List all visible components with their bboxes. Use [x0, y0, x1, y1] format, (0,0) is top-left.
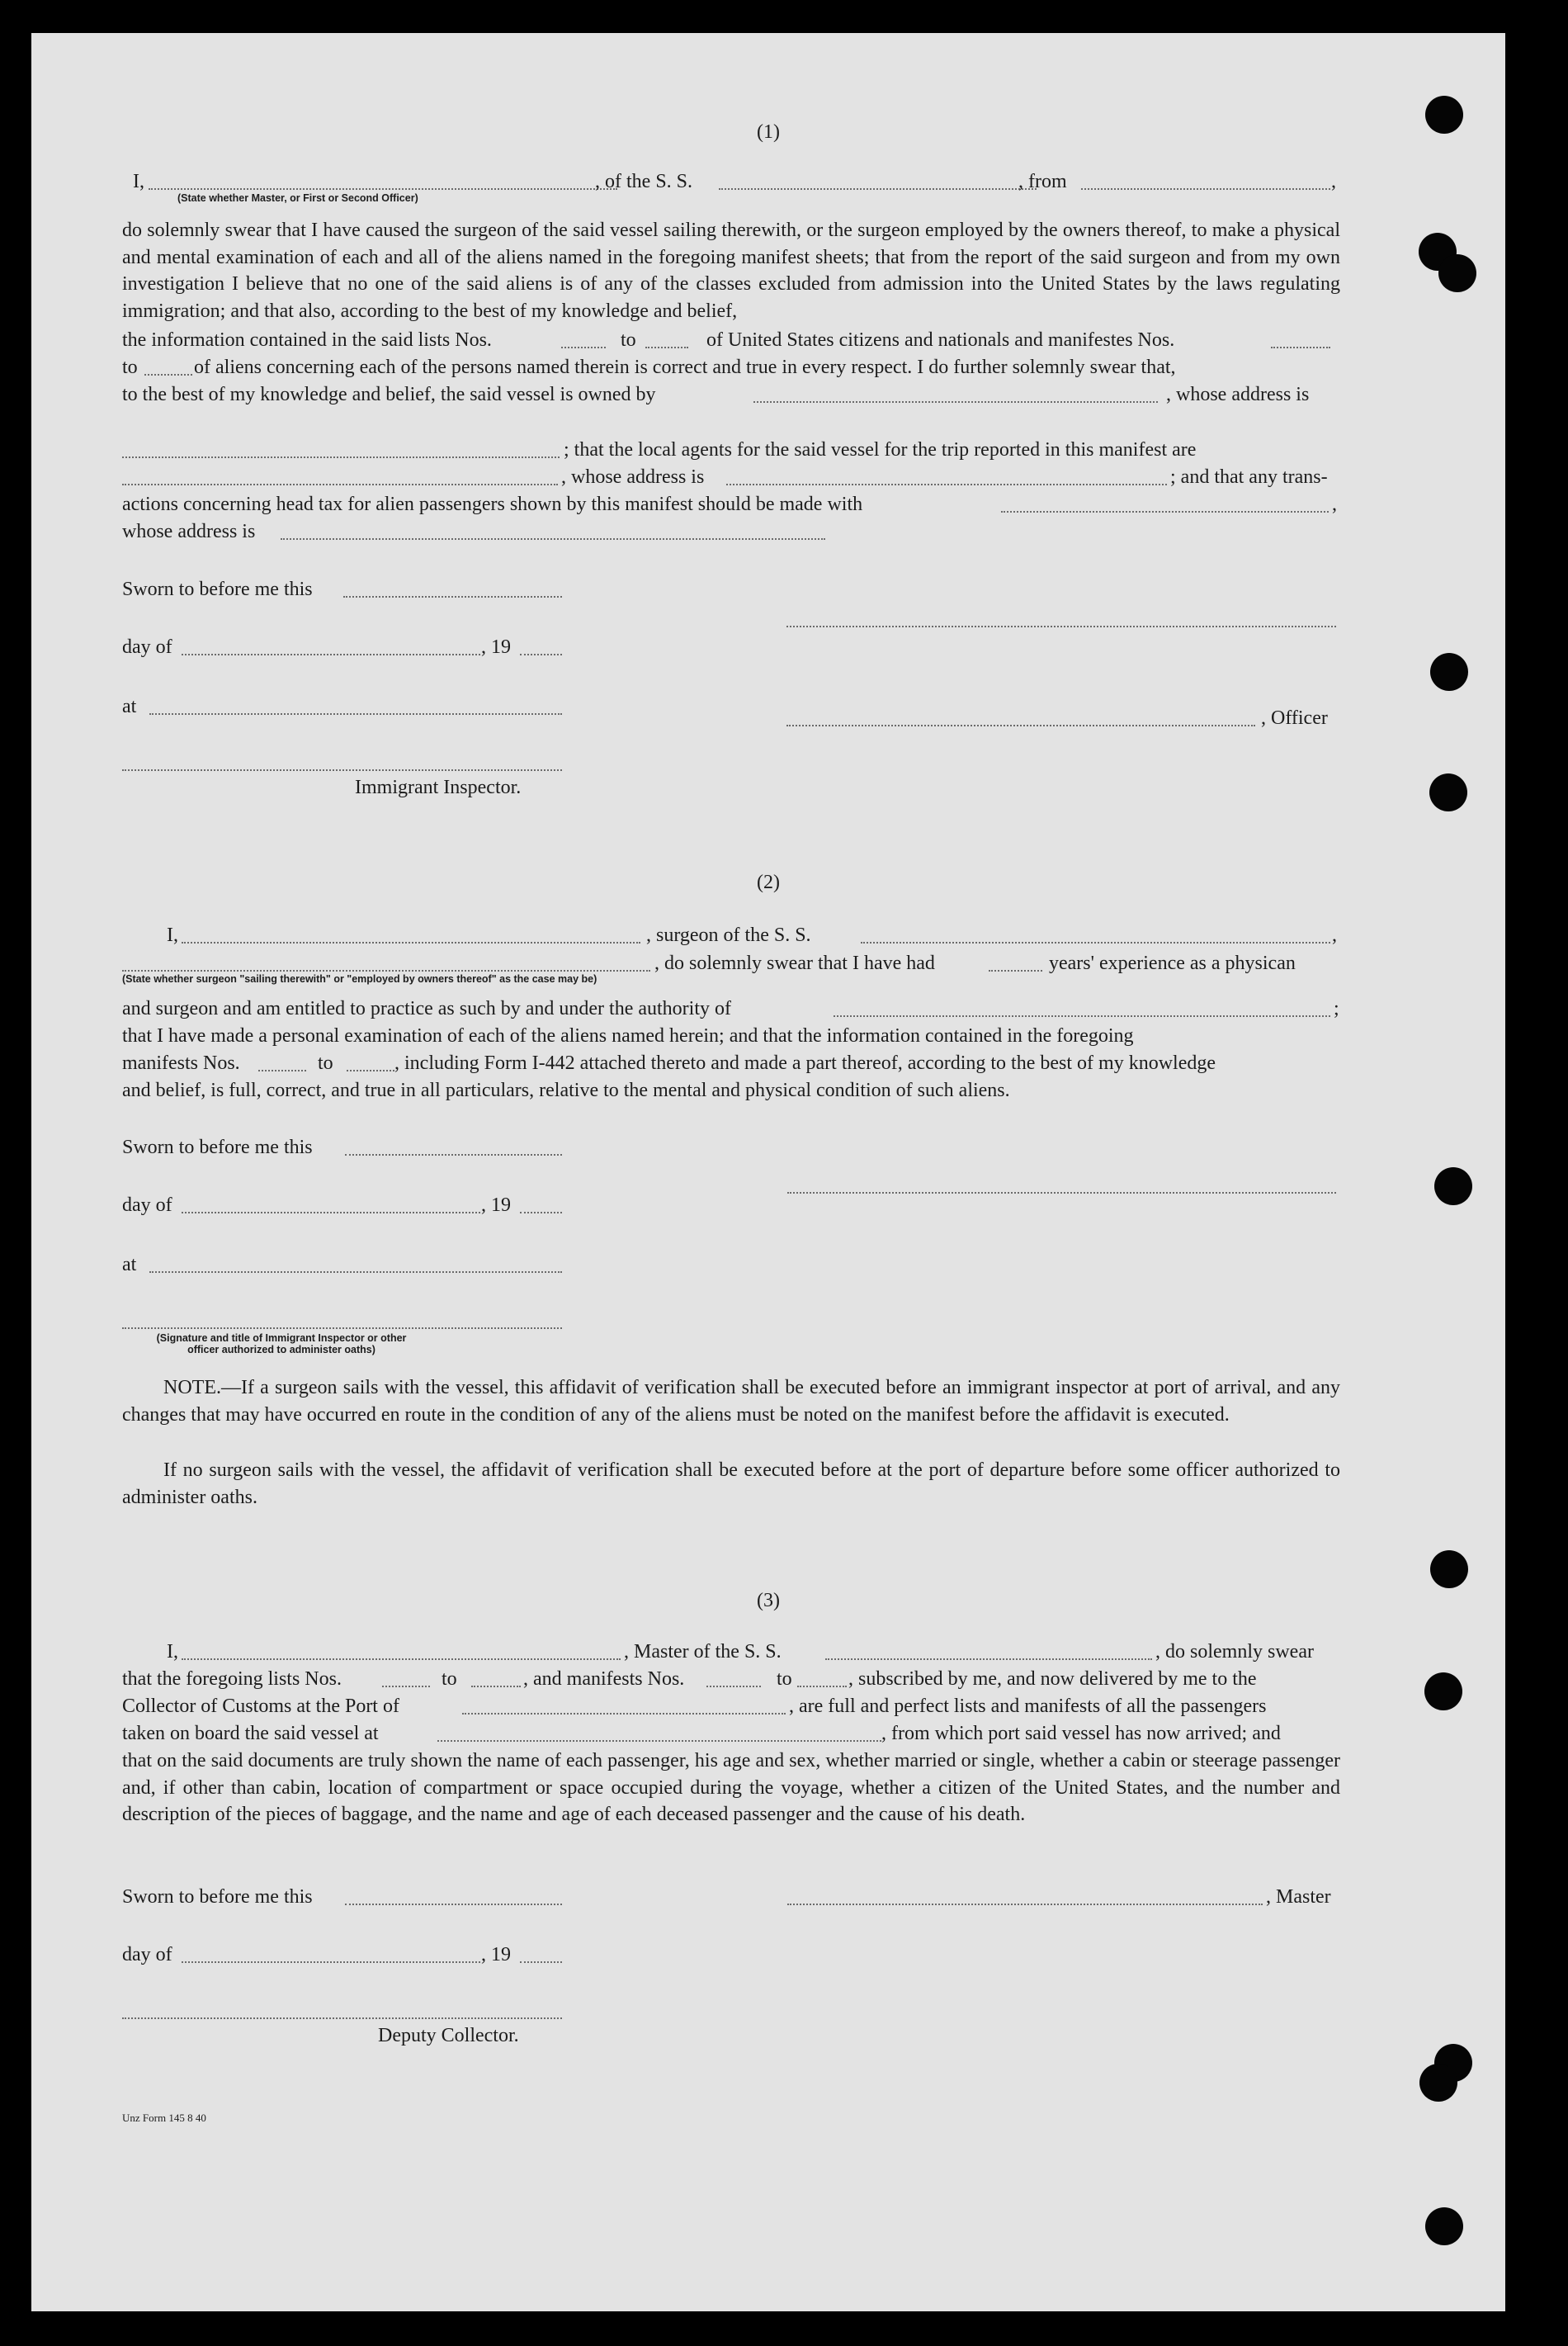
s2-semicolon: ; — [1334, 998, 1339, 1019]
s2-manifests-nos-label: manifests Nos. — [122, 1052, 240, 1074]
manifest-affidavit-page — [31, 33, 1505, 2311]
s2-surgeon-of-ss-label: , surgeon of the S. S. — [646, 925, 811, 946]
s3-year-line[interactable] — [520, 1961, 562, 1963]
s3-master-of-ss-label: , Master of the S. S. — [624, 1641, 782, 1663]
s3-port-line[interactable] — [462, 1713, 786, 1715]
section-3-number: (3) — [757, 1590, 780, 1611]
s2-form-i442-text: , including Form I-442 attached thereto and made a part thereof, according to the best of my knowledge — [394, 1052, 1216, 1074]
s2-sworn-label: Sworn to before me this — [122, 1137, 313, 1158]
s3-manifests-to-label: to — [777, 1668, 792, 1690]
s2-year-label: , 19 — [481, 1194, 511, 1216]
s3-manifests-nos-label: , and manifests Nos. — [523, 1668, 685, 1690]
s1-lists-to-label: to — [621, 329, 636, 351]
s1-vessel-name-line[interactable] — [719, 188, 1037, 190]
punch-hole — [1438, 254, 1476, 292]
s1-whose-address-line[interactable] — [281, 538, 825, 540]
s3-i-label: I, — [167, 1641, 178, 1663]
s2-note-text-2: If no surgeon sails with the vessel, the affidavit of verification shall be executed before at the port of departure before some officer authorized to administer oaths. — [122, 1459, 1340, 1508]
s3-embark-port-line[interactable] — [437, 1740, 881, 1742]
form-number: Unz Form 145 8 40 — [122, 2112, 206, 2124]
s3-day-of-label: day of — [122, 1944, 172, 1965]
s1-manifests-to-label: to — [122, 357, 138, 378]
s3-manifests-to-line[interactable] — [797, 1686, 847, 1687]
s2-manifests-from-line[interactable] — [258, 1070, 306, 1071]
s1-month-line[interactable] — [182, 654, 480, 655]
punch-hole — [1434, 1167, 1472, 1205]
s2-i-label: I, — [167, 925, 178, 946]
s1-aliens-text: of aliens concerning each of the persons named therein is correct and true in every respect. I do further solemnly swear that, — [194, 357, 1176, 378]
s1-day-of-label: day of — [122, 636, 172, 658]
s2-manifests-to-line[interactable] — [347, 1070, 394, 1071]
s2-signature-note-1: (Signature and title of Immigrant Inspector or other — [156, 1332, 407, 1344]
s3-year-label: , 19 — [481, 1944, 511, 1965]
s1-year-line[interactable] — [520, 654, 562, 655]
s1-of-ss-label: , of the S. S. — [595, 171, 693, 192]
s3-lists-from-line[interactable] — [382, 1686, 430, 1687]
s1-sworn-day-line[interactable] — [343, 596, 562, 598]
s1-owner-address-label: , whose address is — [1166, 384, 1310, 405]
s1-lists-from-line[interactable] — [561, 347, 606, 348]
s1-owner-address-line[interactable] — [122, 456, 560, 458]
s2-at-place-line[interactable] — [149, 1271, 562, 1273]
punch-hole — [1424, 1672, 1462, 1710]
punch-hole — [1429, 773, 1467, 811]
s1-year-label: , 19 — [481, 636, 511, 658]
s2-belief-text: and belief, is full, correct, and true in all particulars, relative to the mental and physical condition of such aliens. — [122, 1080, 1010, 1101]
s1-oath-paragraph: do solemnly swear that I have caused the surgeon of the said vessel sailing therewith, or the surgeon employed by the owners thereof, to make a physical and mental examination of each and all of the aliens named in the foregoing manifest sheets; that from the report of the said surgeon and from my own investigation I believe that no one of the said aliens is of any of the classes excluded from admission into the United States by the laws regulating immigration; and that also, according to the best of my knowledge and belief, — [122, 220, 1340, 322]
s1-manifests-nos-label: of United States citizens and nationals and manifestes Nos. — [706, 329, 1175, 351]
s1-owned-by-label: to the best of my knowledge and belief, the said vessel is owned by — [122, 384, 656, 405]
s2-year-line[interactable] — [520, 1212, 562, 1213]
s1-agents-address-line[interactable] — [726, 484, 1167, 485]
s1-manifests-to-line[interactable] — [144, 374, 192, 376]
s1-manifests-from-line[interactable] — [1271, 347, 1330, 348]
s1-lists-nos-label: the information contained in the said lists Nos. — [122, 329, 492, 351]
s3-perfect-lists-text: , are full and perfect lists and manifests of all the passengers — [789, 1696, 1267, 1717]
punch-hole — [1419, 2064, 1457, 2102]
s3-passenger-paragraph: that on the said documents are truly shown the name of each passenger, his age and sex, whether married or single, whether a cabin or steerage passenger and, if other than cabin, location of compartment or space occupied during the voyage, whether a citizen of the United States, and the number and description of the pieces of baggage, and the name and age of each deceased passenger and the cause of his death. — [122, 1750, 1340, 1825]
s3-sworn-day-line[interactable] — [345, 1904, 562, 1905]
s1-officer-name-line[interactable] — [149, 188, 617, 190]
s3-taken-on-board-text: taken on board the said vessel at — [122, 1723, 379, 1744]
s1-comma: , — [1331, 171, 1336, 192]
s1-at-place-line[interactable] — [149, 713, 562, 715]
s1-officer-line[interactable] — [786, 725, 1255, 726]
section-1-number: (1) — [757, 121, 780, 143]
s2-surgeon-status-line[interactable] — [122, 970, 650, 972]
s2-signature-line[interactable] — [787, 1192, 1336, 1194]
s2-vessel-name-line[interactable] — [861, 942, 1330, 944]
s1-i-label: I, — [133, 171, 144, 192]
s2-swear-had-text: , do solemnly swear that I have had — [654, 953, 935, 974]
s2-examination-text: that I have made a personal examination of each of the aliens named herein; and that the information contained in the foregoing — [122, 1025, 1134, 1047]
s1-officer-label: , Officer — [1261, 707, 1328, 729]
s2-at-label: at — [122, 1254, 137, 1275]
s1-trans-text: ; and that any trans- — [1170, 466, 1328, 488]
s2-inspector-signature-line[interactable] — [122, 1327, 562, 1329]
s2-surgeon-note: (State whether surgeon "sailing therewith" or "employed by owners thereof" as the case may be) — [122, 973, 597, 985]
s3-swear-text: , do solemnly swear — [1155, 1641, 1314, 1663]
section-2-number: (2) — [757, 872, 780, 893]
s1-from-port-line[interactable] — [1081, 188, 1330, 190]
s2-authority-line[interactable] — [834, 1015, 1330, 1017]
s3-lists-to-line[interactable] — [471, 1686, 521, 1687]
s1-from-label: , from — [1018, 171, 1067, 192]
s1-officer-note: (State whether Master, or First or Second Officer) — [177, 192, 418, 204]
s3-deputy-signature-line[interactable] — [122, 2017, 562, 2019]
s2-years-line[interactable] — [989, 970, 1042, 972]
s1-head-tax-party-line[interactable] — [1001, 511, 1329, 513]
s2-note-paragraph-2 — [122, 1457, 1340, 1511]
s3-arrived-text: , from which port said vessel has now arrived; and — [881, 1723, 1281, 1744]
s3-collector-text: Collector of Customs at the Port of — [122, 1696, 399, 1717]
s3-lists-to-label: to — [442, 1668, 457, 1690]
s1-sworn-label: Sworn to before me this — [122, 579, 313, 600]
s2-comma: , — [1332, 925, 1337, 946]
s3-deputy-label: Deputy Collector. — [378, 2025, 519, 2046]
s3-master-name-line[interactable] — [182, 1658, 621, 1660]
s1-lists-to-line[interactable] — [645, 347, 688, 348]
punch-hole — [1430, 653, 1468, 691]
s1-at-label: at — [122, 696, 137, 717]
s3-manifests-from-line[interactable] — [706, 1686, 761, 1687]
s3-lists-nos-label: that the foregoing lists Nos. — [122, 1668, 342, 1690]
punch-hole — [1430, 1550, 1468, 1588]
s1-signature-line[interactable] — [786, 626, 1336, 627]
s3-vessel-name-line[interactable] — [825, 1658, 1152, 1660]
s1-local-agents-text: ; that the local agents for the said vessel for the trip reported in this manifest are — [564, 439, 1197, 461]
punch-hole — [1425, 96, 1463, 134]
punch-hole — [1425, 2207, 1463, 2245]
s3-month-line[interactable] — [182, 1961, 480, 1963]
s1-agents-address-label: , whose address is — [561, 466, 705, 488]
s1-whose-address-label: whose address is — [122, 521, 256, 542]
s1-head-tax-text: actions concerning head tax for alien passengers shown by this manifest should be made with — [122, 494, 863, 515]
s3-master-signature-line[interactable] — [787, 1904, 1263, 1905]
s2-day-of-label: day of — [122, 1194, 172, 1216]
s2-note-paragraph-1 — [122, 1374, 1340, 1428]
s1-inspector-label: Immigrant Inspector. — [355, 777, 522, 798]
s2-surgeon-name-line[interactable] — [182, 942, 640, 944]
s2-manifests-to-label: to — [318, 1052, 333, 1074]
s1-head-tax-comma: , — [1332, 494, 1337, 515]
s2-sworn-day-line[interactable] — [345, 1154, 562, 1156]
s2-month-line[interactable] — [182, 1212, 480, 1213]
s2-authority-text: and surgeon and am entitled to practice as such by and under the authority of — [122, 998, 731, 1019]
s3-delivered-text: , subscribed by me, and now delivered by me to the — [848, 1668, 1257, 1690]
s2-years-experience-text: years' experience as a physican — [1049, 953, 1296, 974]
s1-agents-line[interactable] — [122, 484, 558, 485]
s2-signature-note-2: officer authorized to administer oaths) — [187, 1344, 375, 1355]
s2-note-text-1: NOTE.—If a surgeon sails with the vessel, this affidavit of verification shall be executed before an immigrant inspector at port of arrival, and any changes that may have occurred en route in the condition of any of the aliens must be noted on the manifest before the affidavit is executed. — [122, 1377, 1340, 1426]
s1-inspector-signature-line[interactable] — [122, 769, 562, 771]
s3-sworn-label: Sworn to before me this — [122, 1886, 313, 1908]
s1-owner-line[interactable] — [753, 401, 1158, 403]
s3-master-label: , Master — [1266, 1886, 1331, 1908]
